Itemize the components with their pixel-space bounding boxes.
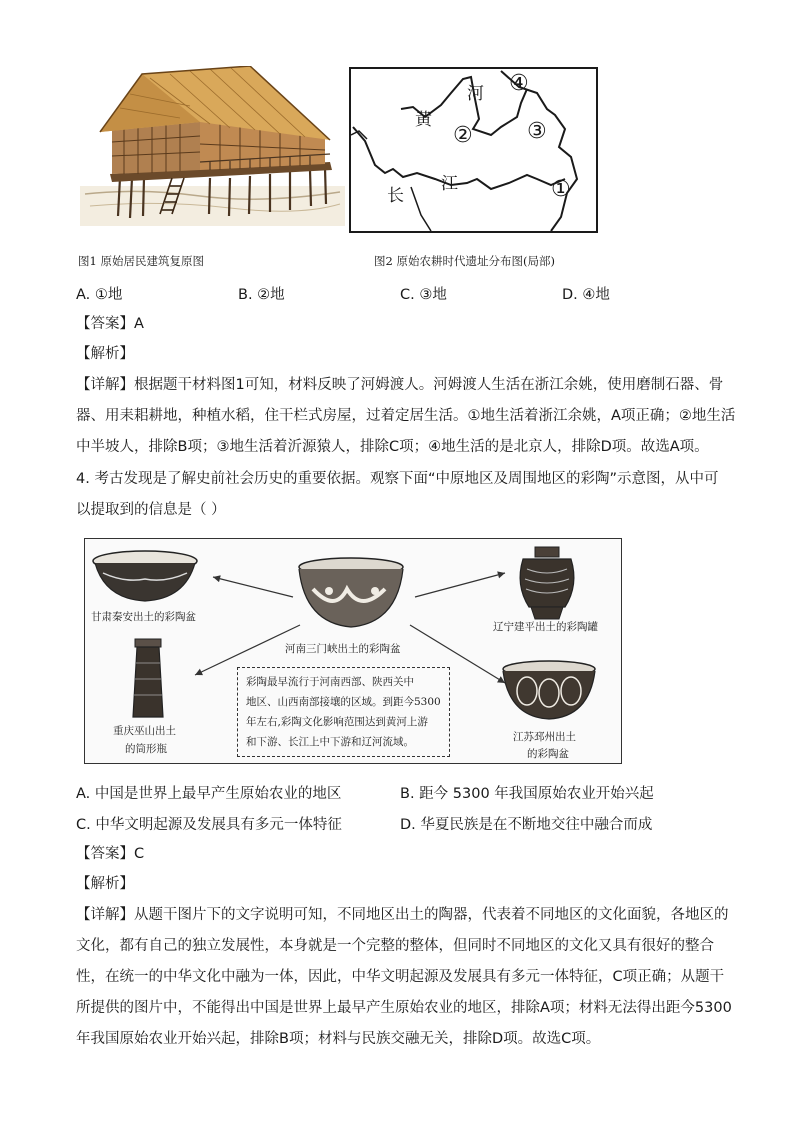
chongqing-bottle-icon bbox=[133, 639, 163, 717]
q4-stem-line: 4. 考古发现是了解史前社会历史的重要依据。观察下面“中原地区及周围地区的彩陶”示意图，从中可 bbox=[76, 471, 719, 487]
pottery-diagram bbox=[84, 538, 622, 764]
q3-analysis-label: 【解析】 bbox=[76, 346, 134, 362]
label-liaoning: 辽宁建平出土的彩陶罐 bbox=[493, 621, 598, 633]
map-label-chang: 长 bbox=[387, 186, 404, 206]
q4-option-c: C. 中华文明起源及发展具有多元一体特征 bbox=[76, 817, 342, 833]
pottery-note-line: 和下游、长江上中下游和辽河流域。 bbox=[246, 736, 414, 748]
q4-detail-line: 所提供的图片中，不能得出中国是世界上最早产生原始农业的地区，排除A项；材料无法得出距今5300 bbox=[76, 1000, 732, 1016]
liaoning-jar-icon bbox=[520, 547, 574, 619]
q4-stem-line: 以提取到的信息是（ ） bbox=[76, 502, 226, 518]
map-site-3: ③ bbox=[527, 119, 547, 144]
pottery-note-box bbox=[237, 667, 450, 757]
jiangsu-bowl-icon bbox=[503, 661, 595, 719]
stilt-house-illustration bbox=[80, 66, 345, 226]
q3-option-a: A. ①地 bbox=[76, 287, 123, 303]
figure1-caption: 图1 原始居民建筑复原图 bbox=[78, 254, 204, 268]
q3-answer: 【答案】A bbox=[76, 316, 144, 332]
q4-stem bbox=[76, 464, 719, 526]
q4-option-b: B. 距今 5300 年我国原始农业开始兴起 bbox=[400, 786, 654, 802]
figure2-caption: 图2 原始农耕时代遗址分布图(局部) bbox=[374, 254, 555, 268]
q3-option-d: D. ④地 bbox=[562, 287, 610, 303]
map-label-jiang: 江 bbox=[441, 174, 458, 194]
q3-option-c: C. ③地 bbox=[400, 287, 447, 303]
site-distribution-map bbox=[349, 67, 598, 233]
q4-option-d: D. 华夏民族是在不断地交往中融合而成 bbox=[400, 817, 653, 833]
map-label-huang: 黄 bbox=[415, 110, 432, 130]
map-site-1: ① bbox=[551, 177, 571, 202]
label-jiangsu-line2: 的彩陶盆 bbox=[527, 748, 569, 760]
label-chongqing-line2: 的筒形瓶 bbox=[125, 743, 167, 755]
q4-answer: 【答案】C bbox=[76, 846, 145, 862]
q4-analysis-label: 【解析】 bbox=[76, 876, 134, 892]
pottery-note-line: 年左右,彩陶文化影响范围达到黄河上游 bbox=[246, 716, 428, 728]
map-site-2: ② bbox=[453, 123, 473, 148]
label-jiangsu-line1: 江苏邳州出土 bbox=[513, 731, 576, 743]
q3-detail-line: 器、用耒耜耕地，种植水稻，住干栏式房屋，过着定居生活。①地生活着浙江余姚，A项正确；②地生活 bbox=[76, 408, 736, 424]
map-label-he: 河 bbox=[467, 84, 484, 104]
map-site-4: ④ bbox=[509, 71, 529, 96]
q3-option-b: B. ②地 bbox=[238, 287, 285, 303]
label-henan: 河南三门峡出土的彩陶盆 bbox=[285, 643, 401, 655]
q3-detail bbox=[76, 370, 736, 463]
q4-detail-line: 文化，都有自己的独立发展性，本身就是一个完整的整体，但同时不同地区的文化又具有很好的整合 bbox=[76, 938, 714, 954]
label-gansu: 甘肃秦安出土的彩陶盆 bbox=[91, 611, 196, 623]
q4-detail-line: 【详解】从题干图片下的文字说明可知，不同地区出土的陶器，代表着不同地区的文化面貌，各地区的 bbox=[76, 907, 729, 923]
q3-detail-line: 【详解】根据题干材料图1可知，材料反映了河姆渡人。河姆渡人生活在浙江余姚，使用磨制石器、骨 bbox=[76, 377, 724, 393]
label-chongqing-line1: 重庆巫山出土 bbox=[113, 725, 176, 737]
q4-detail-line: 性，在统一的中华文化中融为一体，因此，中华文明起源及发展具有多元一体特征，C项正确；从题干 bbox=[76, 969, 725, 985]
gansu-bowl-icon bbox=[93, 551, 197, 601]
q4-detail-line: 年我国原始农业开始兴起，排除B项；材料与民族交融无关，排除D项。故选C项。 bbox=[76, 1031, 601, 1047]
q4-detail bbox=[76, 900, 732, 1055]
q4-option-a: A. 中国是世界上最早产生原始农业的地区 bbox=[76, 786, 342, 802]
pottery-note-line: 地区、山西南部接壤的区域。到距今5300 bbox=[246, 696, 441, 708]
henan-bowl-icon bbox=[299, 558, 403, 627]
pottery-note-line: 彩陶最早流行于河南西部、陕西关中 bbox=[246, 676, 414, 688]
q3-detail-line: 中半坡人，排除B项；③地生活着沂源猿人，排除C项；④地生活的是北京人，排除D项。故选A项。 bbox=[76, 439, 709, 455]
